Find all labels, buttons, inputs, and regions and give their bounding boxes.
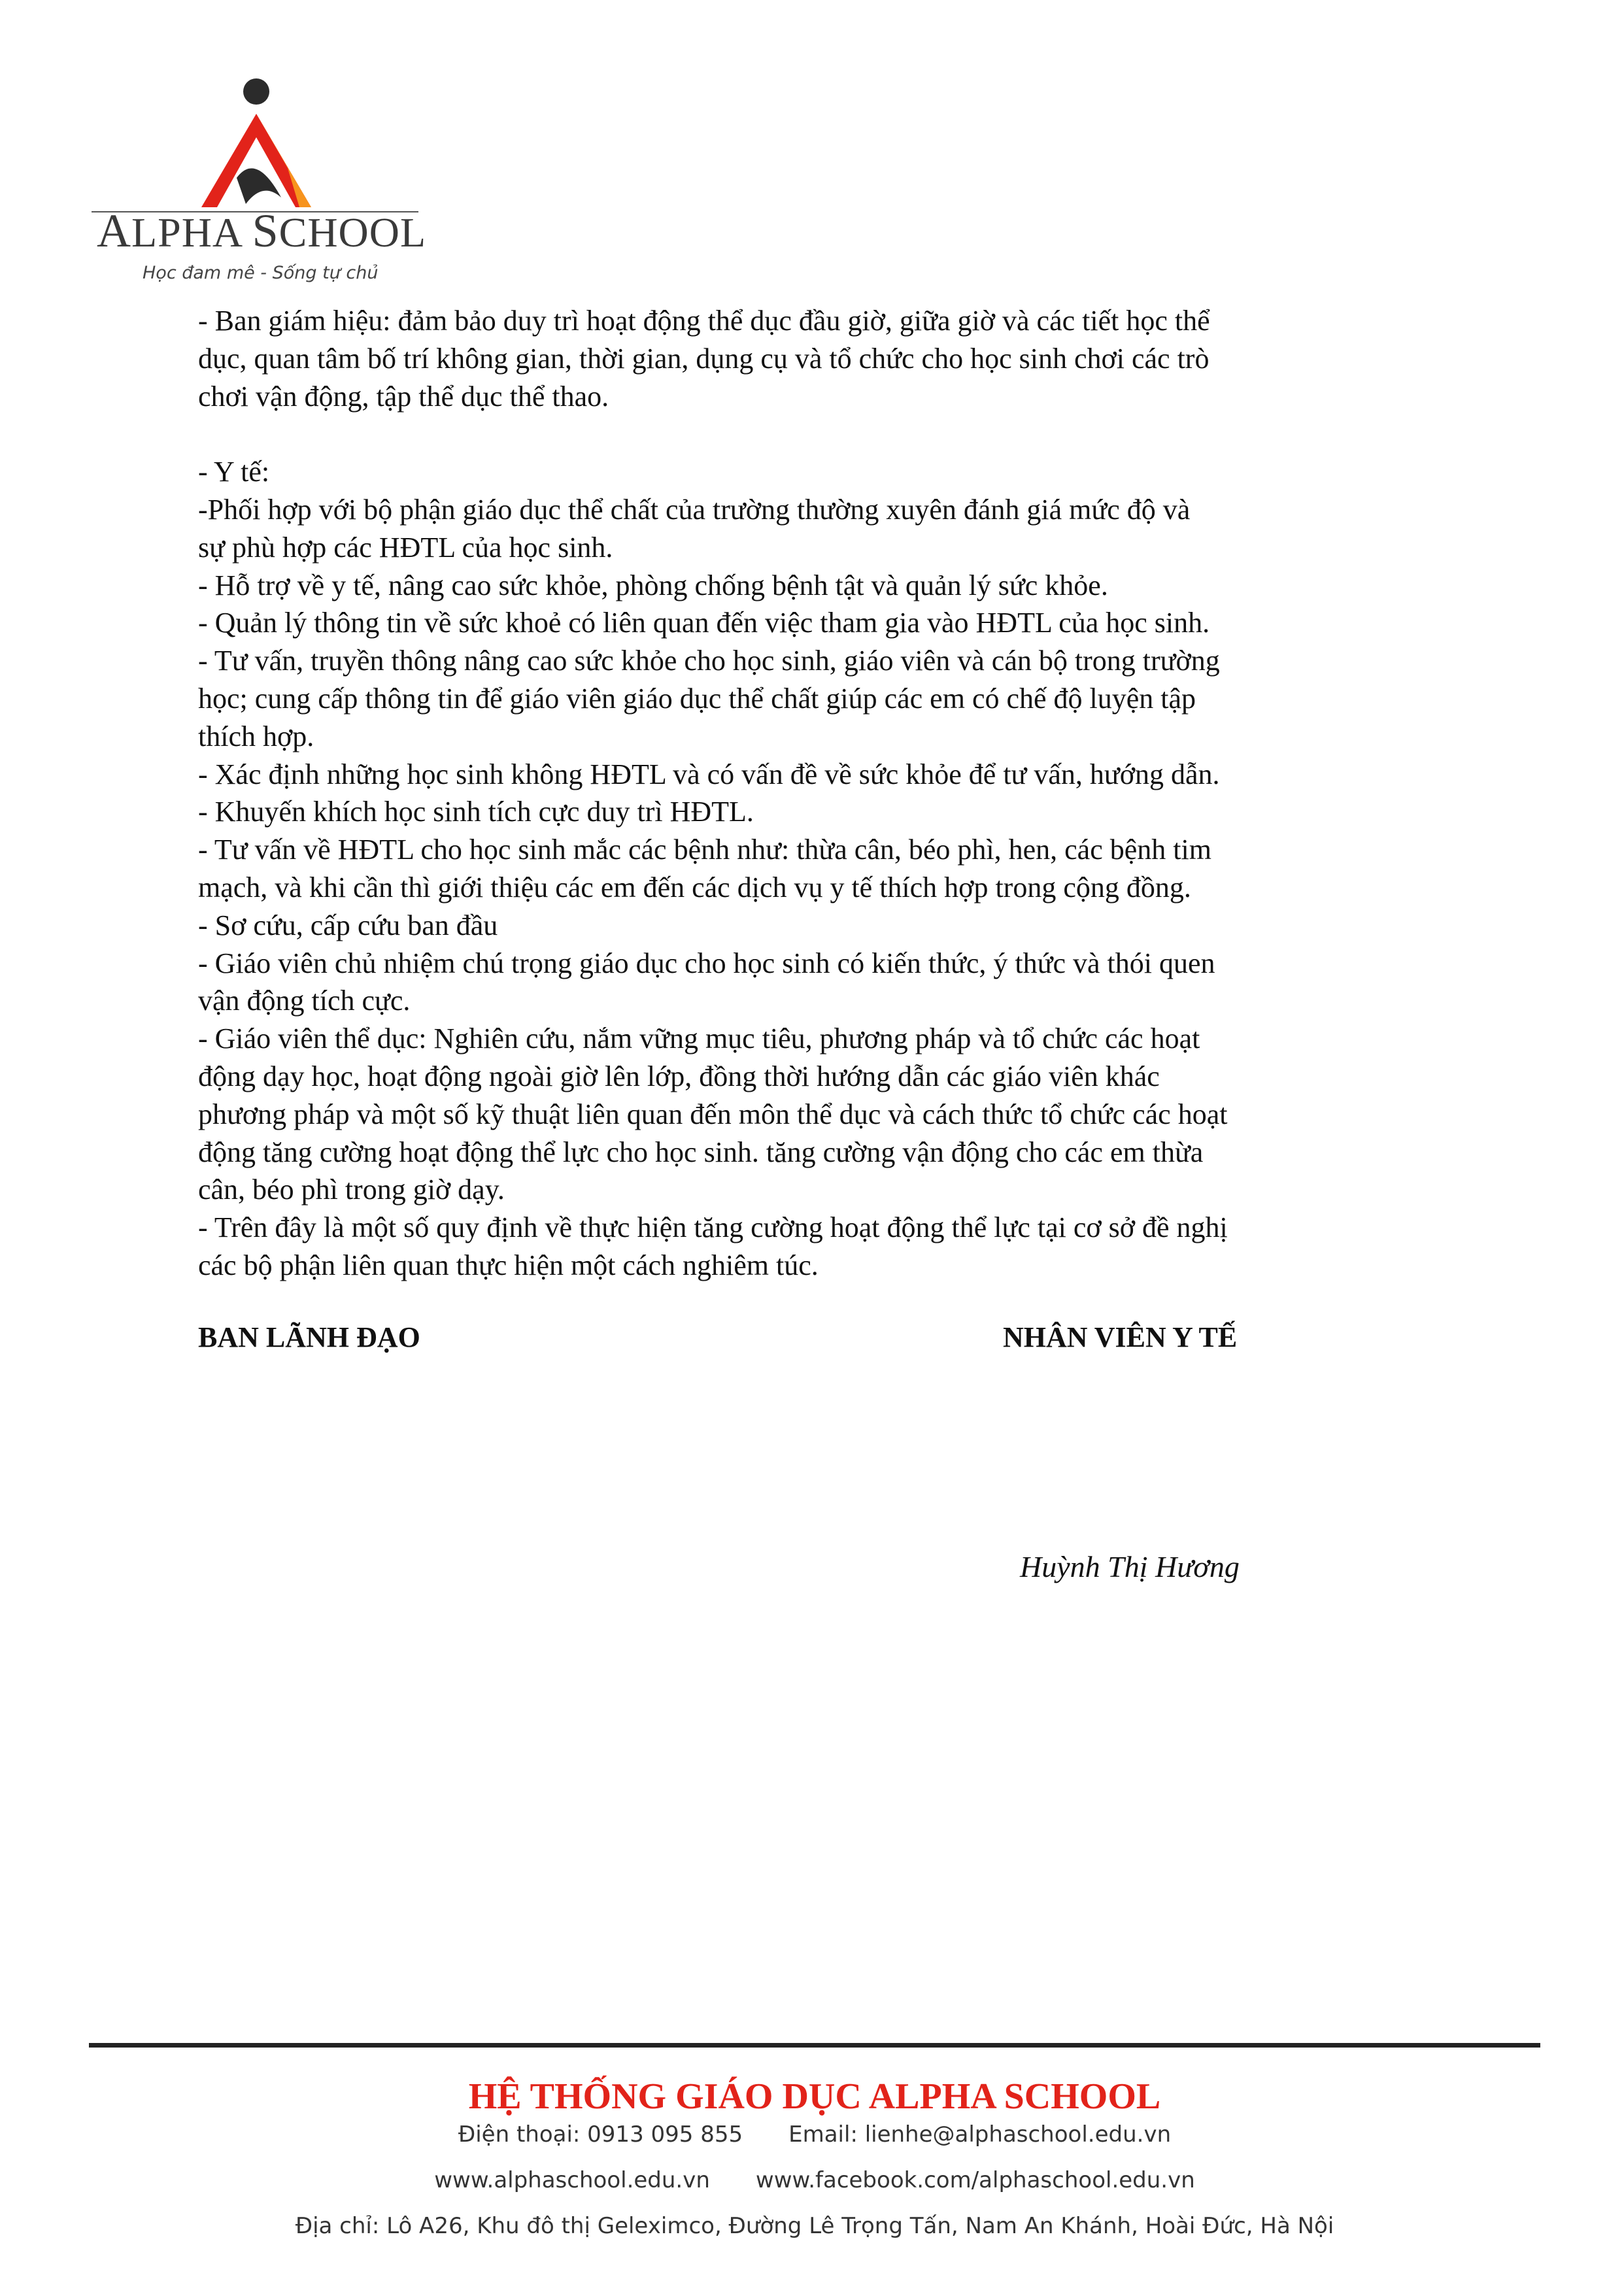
footer-phone: Điện thoại: 0913 095 855 bbox=[458, 2121, 743, 2148]
signature-left-title: BAN LÃNH ĐẠO bbox=[198, 1321, 420, 1353]
logo-dark-figure bbox=[237, 168, 281, 204]
school-logo bbox=[92, 73, 427, 289]
body-line: - Giáo viên thể dục: Nghiên cứu, nắm vững mục tiêu, phương pháp và tổ chức các hoạt bbox=[198, 1022, 1200, 1055]
body-line: động tăng cường hoạt động thể lực cho học sinh. tăng cường vận động cho các em thừa bbox=[198, 1136, 1204, 1168]
body-line: phương pháp và một số kỹ thuật liên quan đến môn thể dục và cách thức tổ chức các hoạt bbox=[198, 1098, 1228, 1130]
body-line: cân, béo phì trong giờ dạy. bbox=[198, 1173, 505, 1206]
body-line: vận động tích cực. bbox=[198, 985, 411, 1017]
body-line: - Sơ cứu, cấp cứu ban đầu bbox=[198, 909, 498, 941]
logo-head-shape bbox=[243, 78, 269, 105]
logo-word-part2: CHOOL bbox=[279, 209, 427, 256]
body-line: động dạy học, hoạt động ngoài giờ lên lớp, đồng thời hướng dẫn các giáo viên khác bbox=[198, 1060, 1160, 1092]
footer-divider bbox=[89, 2043, 1540, 2048]
body-line: mạch, và khi cần thì giới thiệu các em đến các dịch vụ y tế thích hợp trong cộng đồng. bbox=[198, 871, 1191, 903]
body-line: - Y tế: bbox=[198, 456, 270, 488]
document-body bbox=[198, 302, 1388, 1285]
logo-letter-a: A bbox=[97, 205, 131, 257]
body-line: dục, quan tâm bố trí không gian, thời gian, dụng cụ và tổ chức cho học sinh chơi các trò bbox=[198, 342, 1210, 375]
body-line: - Giáo viên chủ nhiệm chú trọng giáo dục cho học sinh có kiến thức, ý thức và thói quen bbox=[198, 947, 1215, 979]
blank-line bbox=[198, 415, 1388, 453]
body-line: - Hỗ trợ về y tế, nâng cao sức khỏe, phòng chống bệnh tật và quản lý sức khỏe. bbox=[198, 569, 1108, 601]
body-line: chơi vận động, tập thể dục thể thao. bbox=[198, 380, 609, 413]
body-line: - Tư vấn về HĐTL cho học sinh mắc các bệnh như: thừa cân, béo phì, hen, các bệnh tim bbox=[198, 834, 1211, 866]
signer-name: Huỳnh Thị Hương bbox=[1020, 1550, 1240, 1583]
body-line: - Trên đây là một số quy định về thực hiện tăng cường hoạt động thể lực tại cơ sở đề nghị bbox=[198, 1211, 1228, 1244]
logo-letter-s: S bbox=[252, 205, 279, 257]
logo-word-part1: LPHA bbox=[131, 209, 252, 256]
footer-address: Địa chỉ: Lô A26, Khu đô thị Geleximco, Đường Lê Trọng Tấn, Nam An Khánh, Hoài Đức, Hà Nội bbox=[295, 2213, 1334, 2239]
body-line: - Tư vấn, truyền thông nâng cao sức khỏe cho học sinh, giáo viên và cán bộ trong trường bbox=[198, 645, 1220, 677]
signature-right-title: NHÂN VIÊN Y TẾ bbox=[1003, 1321, 1238, 1353]
body-line: -Phối hợp với bộ phận giáo dục thể chất của trường thường xuyên đánh giá mức độ và bbox=[198, 493, 1191, 526]
logo-emblem-icon bbox=[92, 73, 418, 217]
footer-facebook: www.facebook.com/alphaschool.edu.vn bbox=[755, 2167, 1195, 2193]
body-line: sự phù hợp các HĐTL của học sinh. bbox=[198, 531, 613, 564]
logo-tagline: Học đam mê - Sống tự chủ bbox=[143, 263, 379, 283]
body-line: - Quản lý thông tin về sức khoẻ có liên quan đến việc tham gia vào HĐTL của học sinh. bbox=[198, 607, 1210, 639]
footer-web-row bbox=[89, 2167, 1540, 2193]
footer-website: www.alphaschool.edu.vn bbox=[434, 2167, 710, 2193]
body-line: các bộ phận liên quan thực hiện một cách nghiêm túc. bbox=[198, 1249, 819, 1281]
body-line: - Ban giám hiệu: đảm bảo duy trì hoạt động thể dục đầu giờ, giữa giờ và các tiết học thể bbox=[198, 305, 1210, 337]
logo-orange-arch bbox=[256, 114, 311, 207]
footer-email: Email: lienhe@alphaschool.edu.vn bbox=[788, 2121, 1172, 2148]
footer-title: HỆ THỐNG GIÁO DỤC ALPHA SCHOOL bbox=[468, 2076, 1161, 2117]
footer-contact-row bbox=[89, 2121, 1540, 2148]
body-line: thích hợp. bbox=[198, 720, 314, 752]
logo-wordmark bbox=[97, 204, 427, 258]
body-line: - Xác định những học sinh không HĐTL và có vấn đề về sức khỏe để tư vấn, hướng dẫn. bbox=[198, 758, 1220, 790]
body-line: - Khuyến khích học sinh tích cực duy trì HĐTL. bbox=[198, 796, 754, 828]
body-line: học; cung cấp thông tin để giáo viên giáo dục thể chất giúp các em có chế độ luyện tập bbox=[198, 682, 1196, 715]
